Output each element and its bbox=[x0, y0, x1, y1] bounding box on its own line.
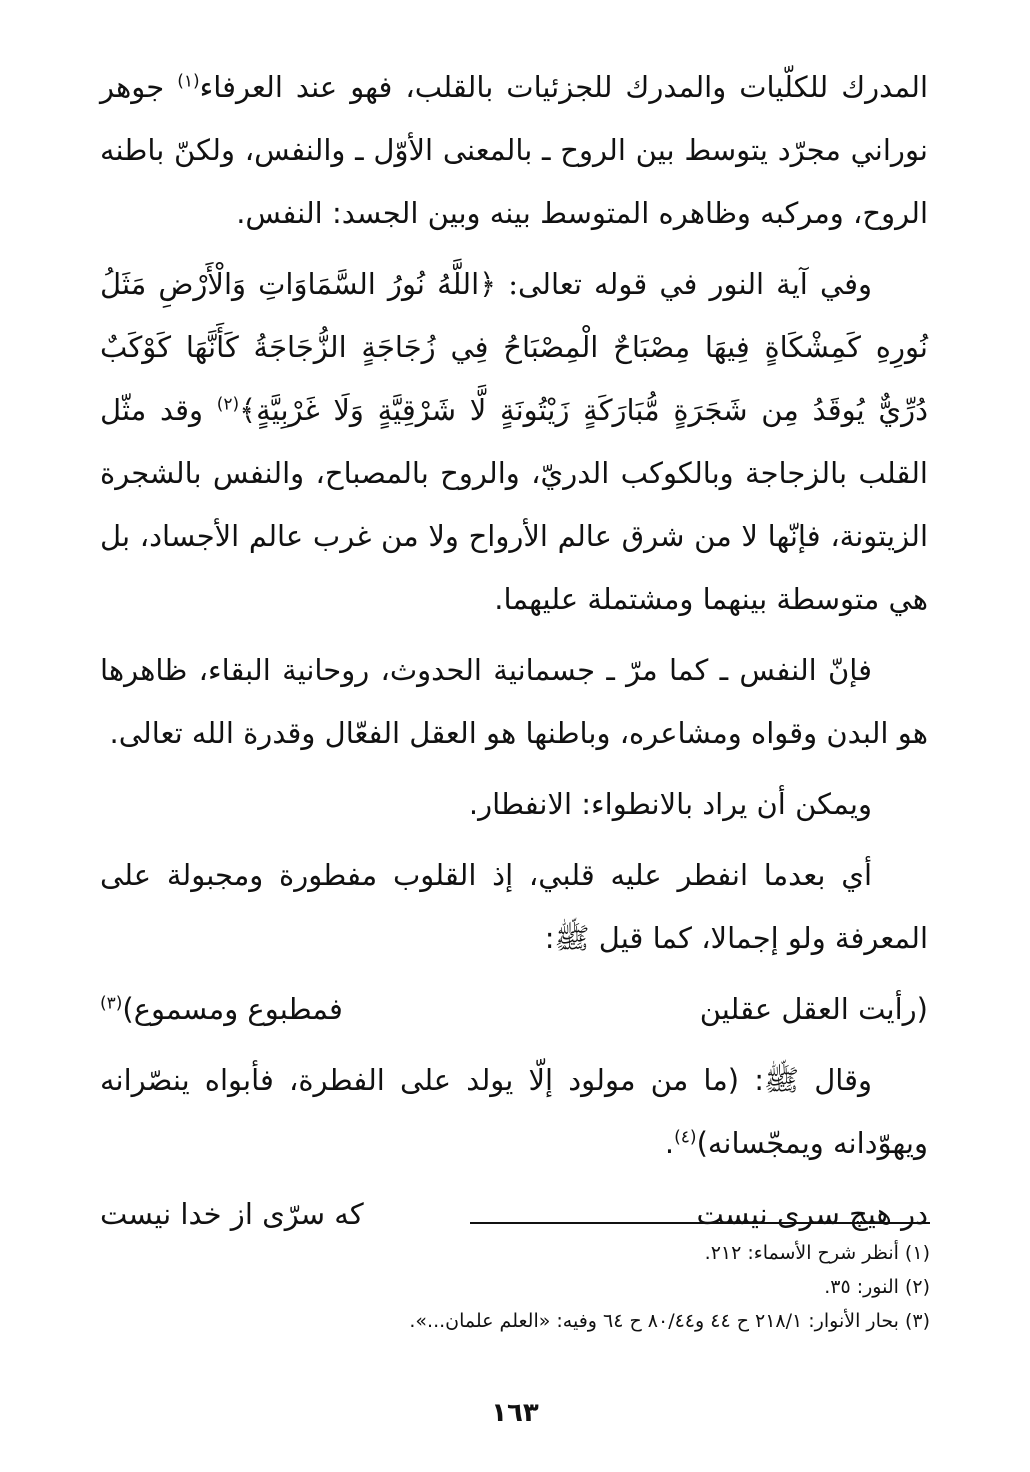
verse-second-hemistich: فمطبوع ومسموع) bbox=[122, 992, 343, 1026]
footnotes bbox=[102, 1236, 930, 1338]
paragraph-3 bbox=[100, 639, 928, 765]
hadith-text: وقال ﷺ: (ما من مولود إلّا يولد على الفطرة، فأبواه ينصّرانه ويهوّدانه ويمجّسانه) bbox=[100, 1063, 928, 1160]
footnote-3: (٣) بحار الأنوار: ٢١٨/١ ح ٤٤ و٨٠/٤٤ ح ٦٤ وفيه: «العلم علمان...». bbox=[409, 1310, 930, 1332]
footnote-ref-3[interactable]: (٣) bbox=[100, 993, 123, 1014]
footnote-ref-4[interactable]: (٤) bbox=[674, 1127, 697, 1148]
hadith-paragraph bbox=[100, 1049, 928, 1175]
footnote-ref-1[interactable]: (١) bbox=[177, 71, 200, 92]
footnote-1: (١) أنظر شرح الأسماء: ٢١٢. bbox=[704, 1242, 930, 1264]
verse-first-hemistich: (رأيت العقل عقلين bbox=[699, 992, 928, 1026]
hadith-tail: . bbox=[664, 1126, 675, 1160]
footnote-divider bbox=[470, 1222, 930, 1224]
paragraph-3-text: فإنّ النفس ـ كما مرّ ـ جسمانية الحدوث، روحانية البقاء، ظاهرها هو البدن وقواه ومشاعره، وباطنها هو العقل الفعّال وقدرة الله تعالى. bbox=[100, 653, 928, 750]
footnote-2: (٢) النور: ٣٥. bbox=[824, 1276, 930, 1298]
paragraph-1-tail: جوهر نوراني مجرّد يتوسط بين الروح ـ بالمعنى الأوّل ـ والنفس، ولكنّ باطنه الروح، ومركبه وظاهره المتوسط بينه وبين الجسد: النفس. bbox=[100, 70, 928, 230]
paragraph-1-text: المدرك للكلّيات والمدرك للجزئيات بالقلب، فهو عند العرفاء bbox=[199, 70, 928, 104]
paragraph-4-text: ويمكن أن يراد بالانطواء: الانفطار. bbox=[468, 787, 872, 821]
paragraph-2-tail: وقد مثّل القلب بالزجاجة وبالكوكب الدريّ، والروح بالمصباح، والنفس بالشجرة الزيتونة، فإنّها لا من شرق عالم الأرواح ولا من غرب عالم الأجساد، بل هي متوسطة بينهما ومشتملة عليهما. bbox=[100, 393, 928, 616]
footnote-ref-2[interactable]: (٢) bbox=[216, 394, 240, 415]
page-number: ١٦٣ bbox=[491, 1398, 539, 1428]
verse-second-hemistich-wrap bbox=[100, 978, 343, 1041]
poetry-verse bbox=[100, 978, 928, 1041]
persian-second-hemistich: كه سرّى از خدا نيست bbox=[100, 1197, 364, 1231]
paragraph-4 bbox=[100, 773, 928, 836]
paragraph-1 bbox=[100, 56, 928, 245]
paragraph-2-text: وفي آية النور في قوله تعالى: ﴿اللَّهُ نُورُ السَّمَاوَاتِ وَالْأَرْضِ مَثَلُ نُورِهِ كَمِشْكَاةٍ فِيهَا مِصْبَاحٌ الْمِصْبَاحُ فِي زُجَاجَةٍ الزُّجَاجَةُ كَأَنَّهَا كَوْكَبٌ دُرِّيٌّ يُوقَدُ مِن شَجَرَةٍ مُّبَارَكَةٍ زَيْتُونَةٍ لَّا شَرْقِيَّةٍ وَلَا غَرْبِيَّةٍ﴾ bbox=[100, 267, 929, 427]
paragraph-2 bbox=[100, 253, 928, 631]
persian-first-hemistich: در هيچ سرى نيست bbox=[696, 1197, 928, 1231]
paragraph-5-text: أي بعدما انفطر عليه قلبي، إذ القلوب مفطورة ومجبولة على المعرفة ولو إجمالا، كما قيل ﷺ: bbox=[100, 858, 928, 955]
paragraph-5 bbox=[100, 844, 928, 970]
page-body bbox=[100, 56, 928, 1246]
